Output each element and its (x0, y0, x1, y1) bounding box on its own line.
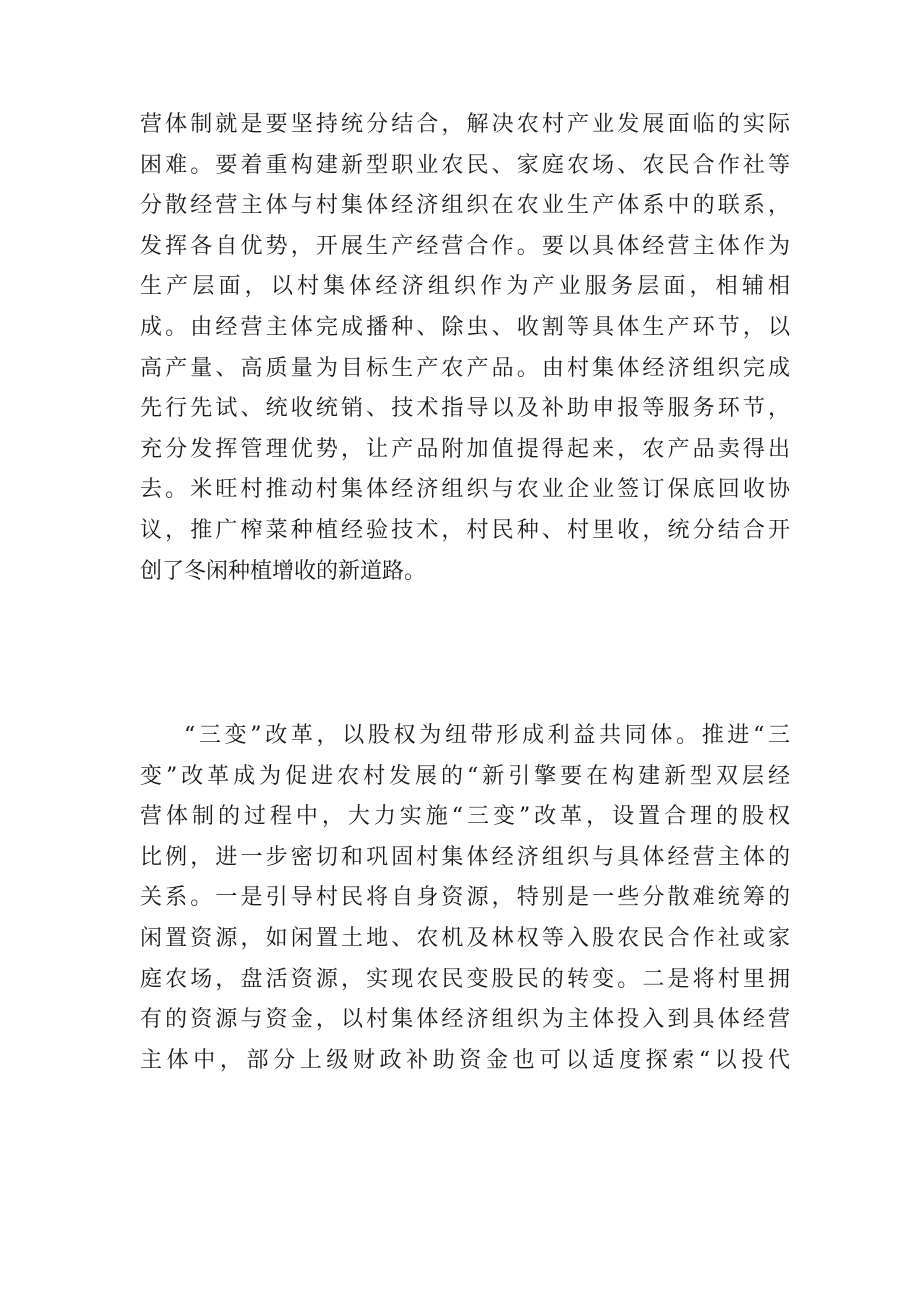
text-line: 营体制的过程中，大力实施“三变”改革，设置合理的股权 (140, 804, 790, 830)
text-line: 闲置资源，如闲置土地、农机及林权等入股农民合作社或家 (140, 925, 790, 951)
text-line: 困难。要着重构建新型职业农民、家庭农场、农民合作社等 (140, 152, 790, 178)
text-line: 变”改革成为促进农村发展的“新引擎要在构建新型双层经 (140, 763, 790, 789)
text-line: 成。由经营主体完成播种、除虫、收割等具体生产环节，以 (140, 314, 790, 340)
text-line: 议，推广榨菜种植经验技术，村民种、村里收，统分结合开 (140, 517, 790, 543)
text-line: 先行先试、统收统销、技术指导以及补助申报等服务环节， (140, 396, 790, 422)
text-line: 主体中，部分上级财政补助资金也可以适度探索“以投代 (140, 1047, 790, 1073)
text-line: 去。米旺村推动村集体经济组织与农业企业签订保底回收协 (140, 477, 790, 503)
text-line: 庭农场，盘活资源，实现农民变股民的转变。二是将村里拥 (140, 966, 790, 992)
text-line: “三变”改革，以股权为纽带形成利益共同体。推进“三 (184, 723, 790, 748)
text-line: 充分发挥管理优势，让产品附加值提得起来，农产品卖得出 (140, 436, 790, 462)
text-line: 比例，进一步密切和巩固村集体经济组织与具体经营主体的 (140, 844, 790, 870)
paragraph-2 (140, 716, 790, 1081)
text-line: 有的资源与资金，以村集体经济组织为主体投入到具体经营 (140, 1007, 790, 1033)
paragraph-1 (140, 105, 790, 592)
text-line: 高产量、高质量为目标生产农产品。由村集体经济组织完成 (140, 355, 790, 381)
text-line: 发挥各自优势，开展生产经营合作。要以具体经营主体作为 (140, 233, 790, 259)
text-line: 营体制就是要坚持统分结合，解决农村产业发展面临的实际 (140, 112, 790, 137)
text-line: 关系。一是引导村民将自身资源，特别是一些分散难统筹的 (140, 885, 790, 911)
text-line: 创了冬闲种植增收的新道路。 (140, 558, 427, 584)
text-line: 生产层面，以村集体经济组织作为产业服务层面，相辅相 (140, 274, 790, 300)
text-line: 分散经营主体与村集体经济组织在农业生产体系中的联系， (140, 193, 790, 219)
